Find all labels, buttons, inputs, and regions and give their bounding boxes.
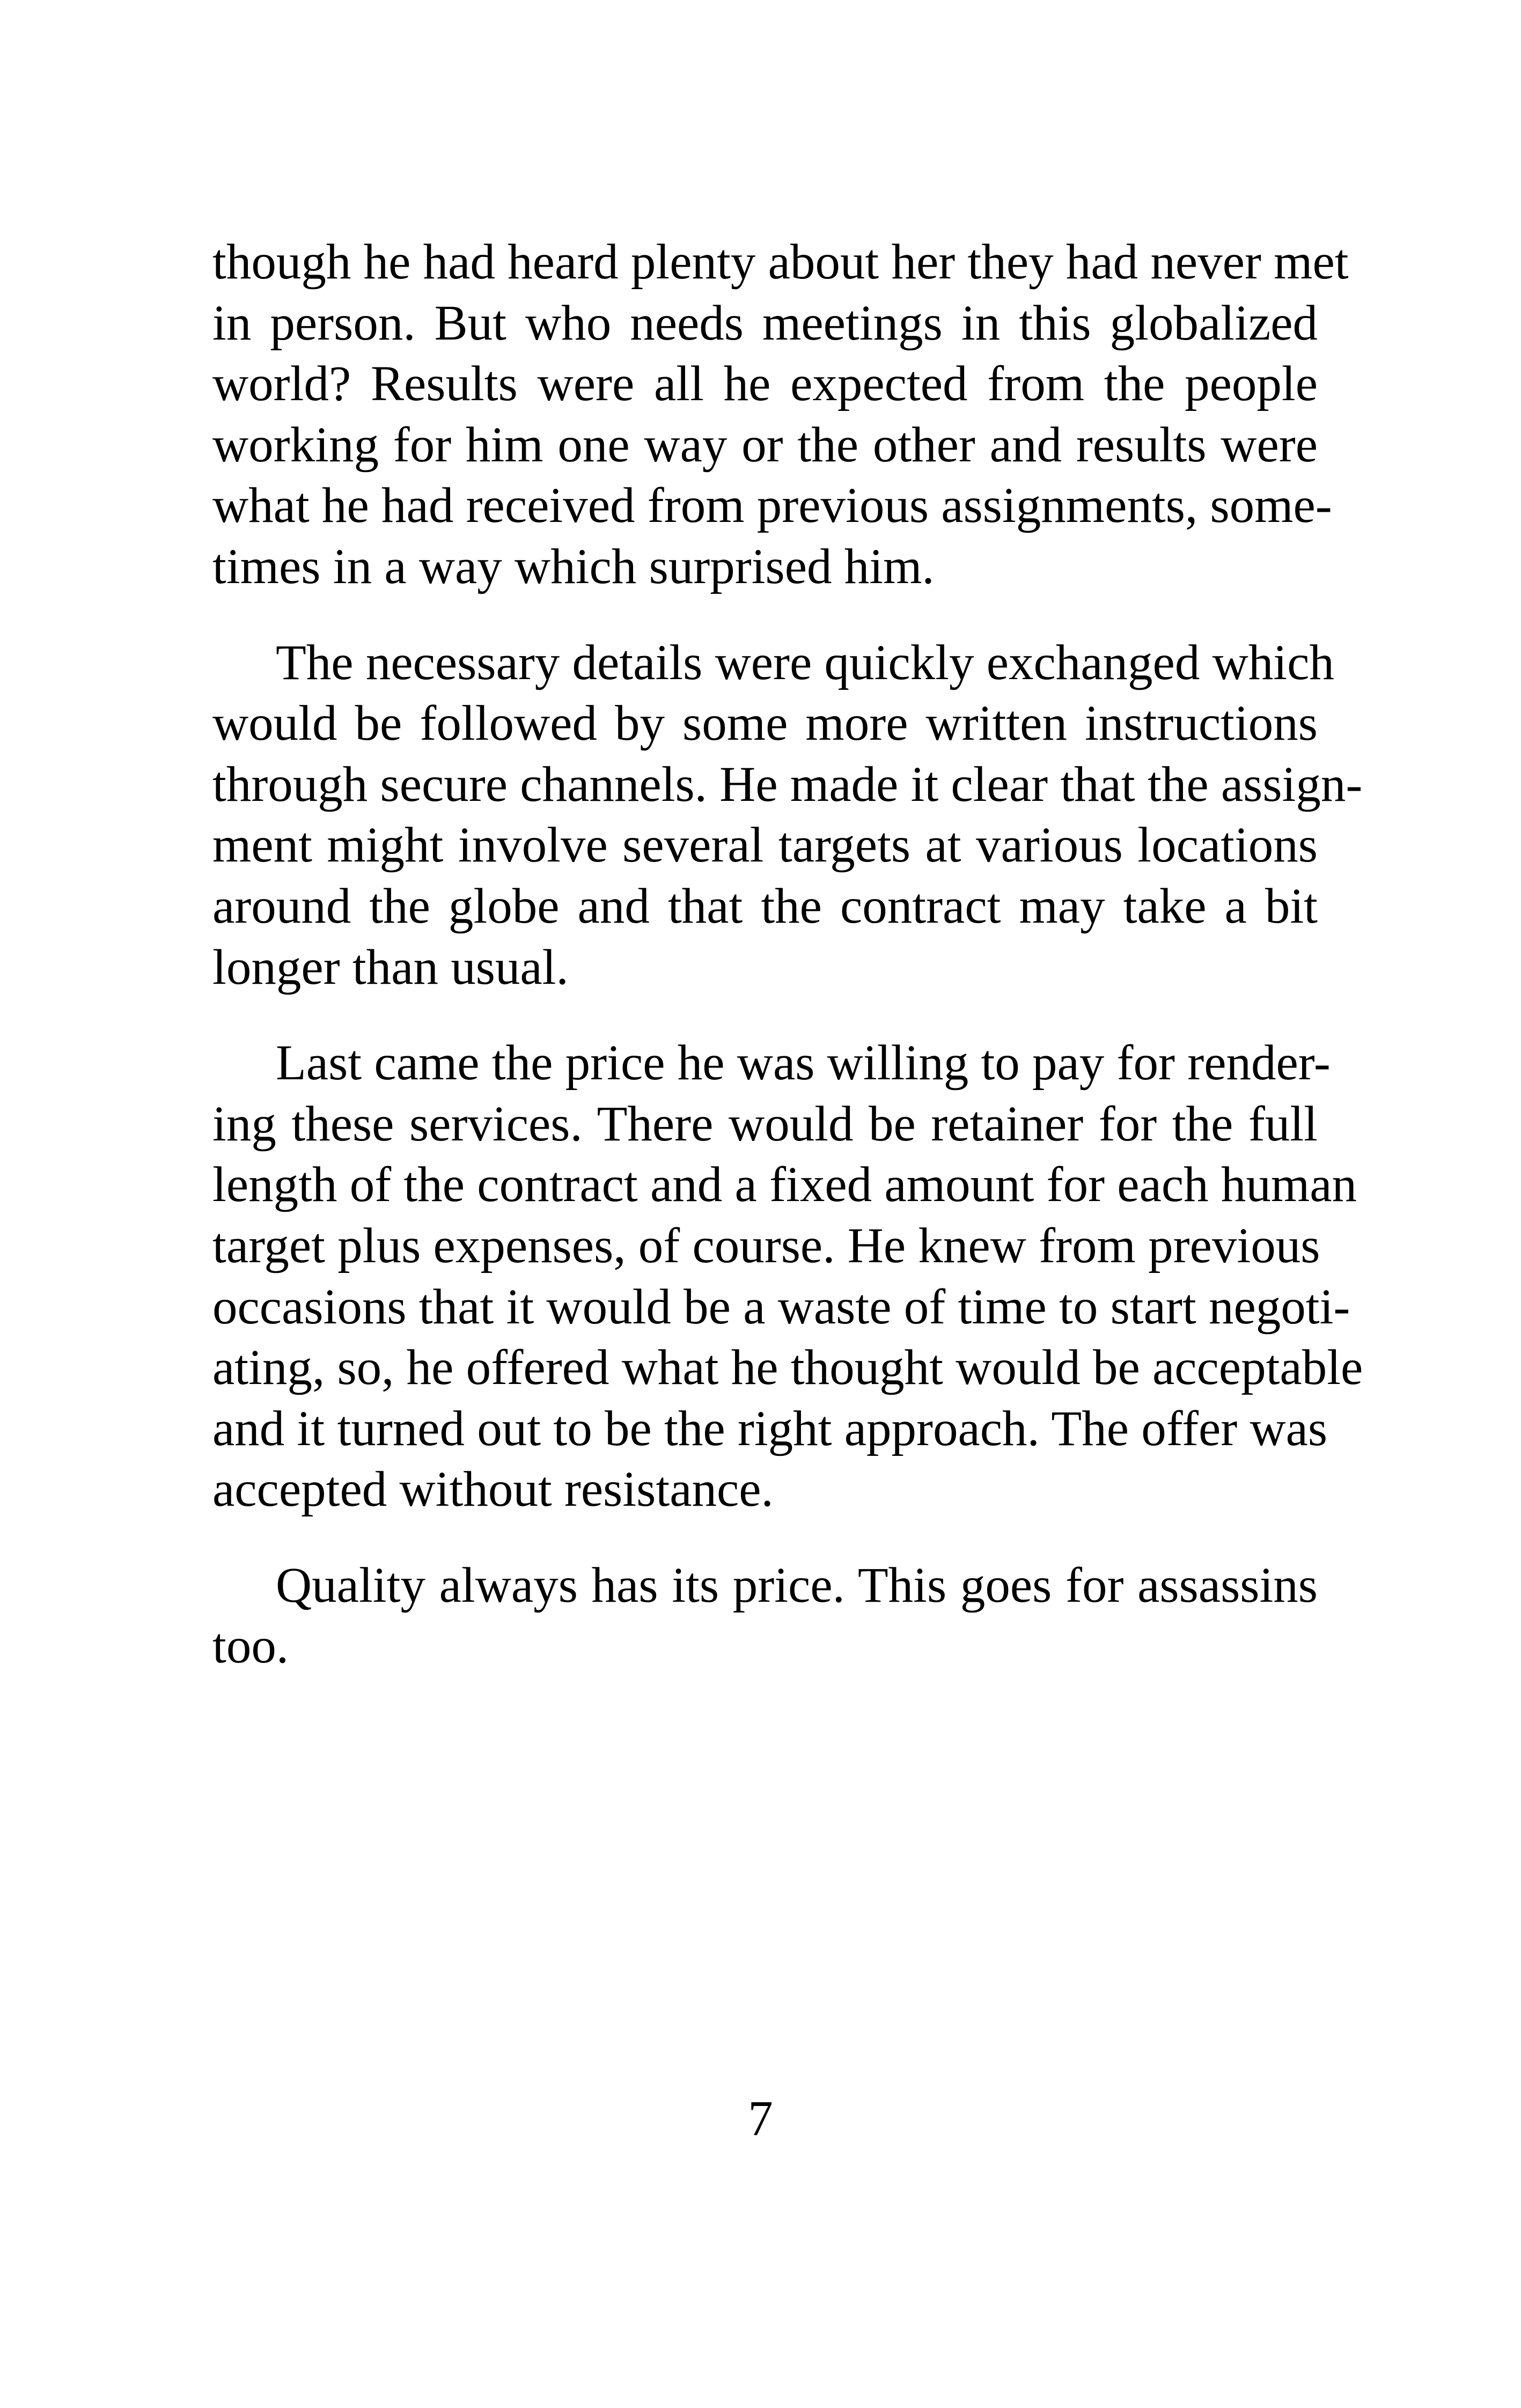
text-line: Last came the price he was willing to pay for render- bbox=[276, 1035, 1331, 1091]
paragraph-1 bbox=[212, 232, 1349, 598]
paragraph-2 bbox=[212, 632, 1363, 998]
text-line: occasions that it would be a waste of time to start negoti- bbox=[212, 1279, 1350, 1335]
paragraph-4 bbox=[212, 1555, 1318, 1677]
text-line: would be followed by some more written instructions bbox=[212, 696, 1318, 752]
body-text bbox=[212, 232, 1363, 1677]
text-line: times in a way which surprised him. bbox=[212, 539, 935, 594]
text-line: The necessary details were quickly exchanged which bbox=[276, 635, 1334, 690]
text-line: working for him one way or the other and results were bbox=[212, 417, 1318, 473]
text-line: around the globe and that the contract may take a bit bbox=[212, 878, 1318, 934]
text-line: though he had heard plenty about her they had never met bbox=[212, 234, 1349, 290]
paragraph-3 bbox=[212, 1033, 1363, 1520]
text-line: what he had received from previous assignments, some- bbox=[212, 478, 1332, 534]
text-line: ating, so, he offered what he thought would be acceptable bbox=[212, 1340, 1363, 1396]
text-line: ment might involve several targets at various locations bbox=[212, 818, 1318, 873]
text-line: through secure channels. He made it clear that the assign- bbox=[212, 756, 1363, 812]
text-line: ing these services. There would be retainer for the full bbox=[212, 1096, 1318, 1152]
text-line: in person. But who needs meetings in this globalized bbox=[212, 295, 1318, 351]
text-line: Quality always has its price. This goes for assassins bbox=[276, 1557, 1318, 1613]
text-line: longer than usual. bbox=[212, 939, 569, 995]
page-number: 7 bbox=[748, 2091, 773, 2146]
text-line: length of the contract and a fixed amount for each human bbox=[212, 1157, 1357, 1213]
text-line: target plus expenses, of course. He knew from previous bbox=[212, 1218, 1320, 1273]
text-line: world? Results were all he expected from the people bbox=[212, 356, 1318, 412]
text-line: and it turned out to be the right approach. The offer was bbox=[212, 1401, 1328, 1456]
text-line: too. bbox=[212, 1618, 289, 1674]
text-line: accepted without resistance. bbox=[212, 1462, 774, 1518]
